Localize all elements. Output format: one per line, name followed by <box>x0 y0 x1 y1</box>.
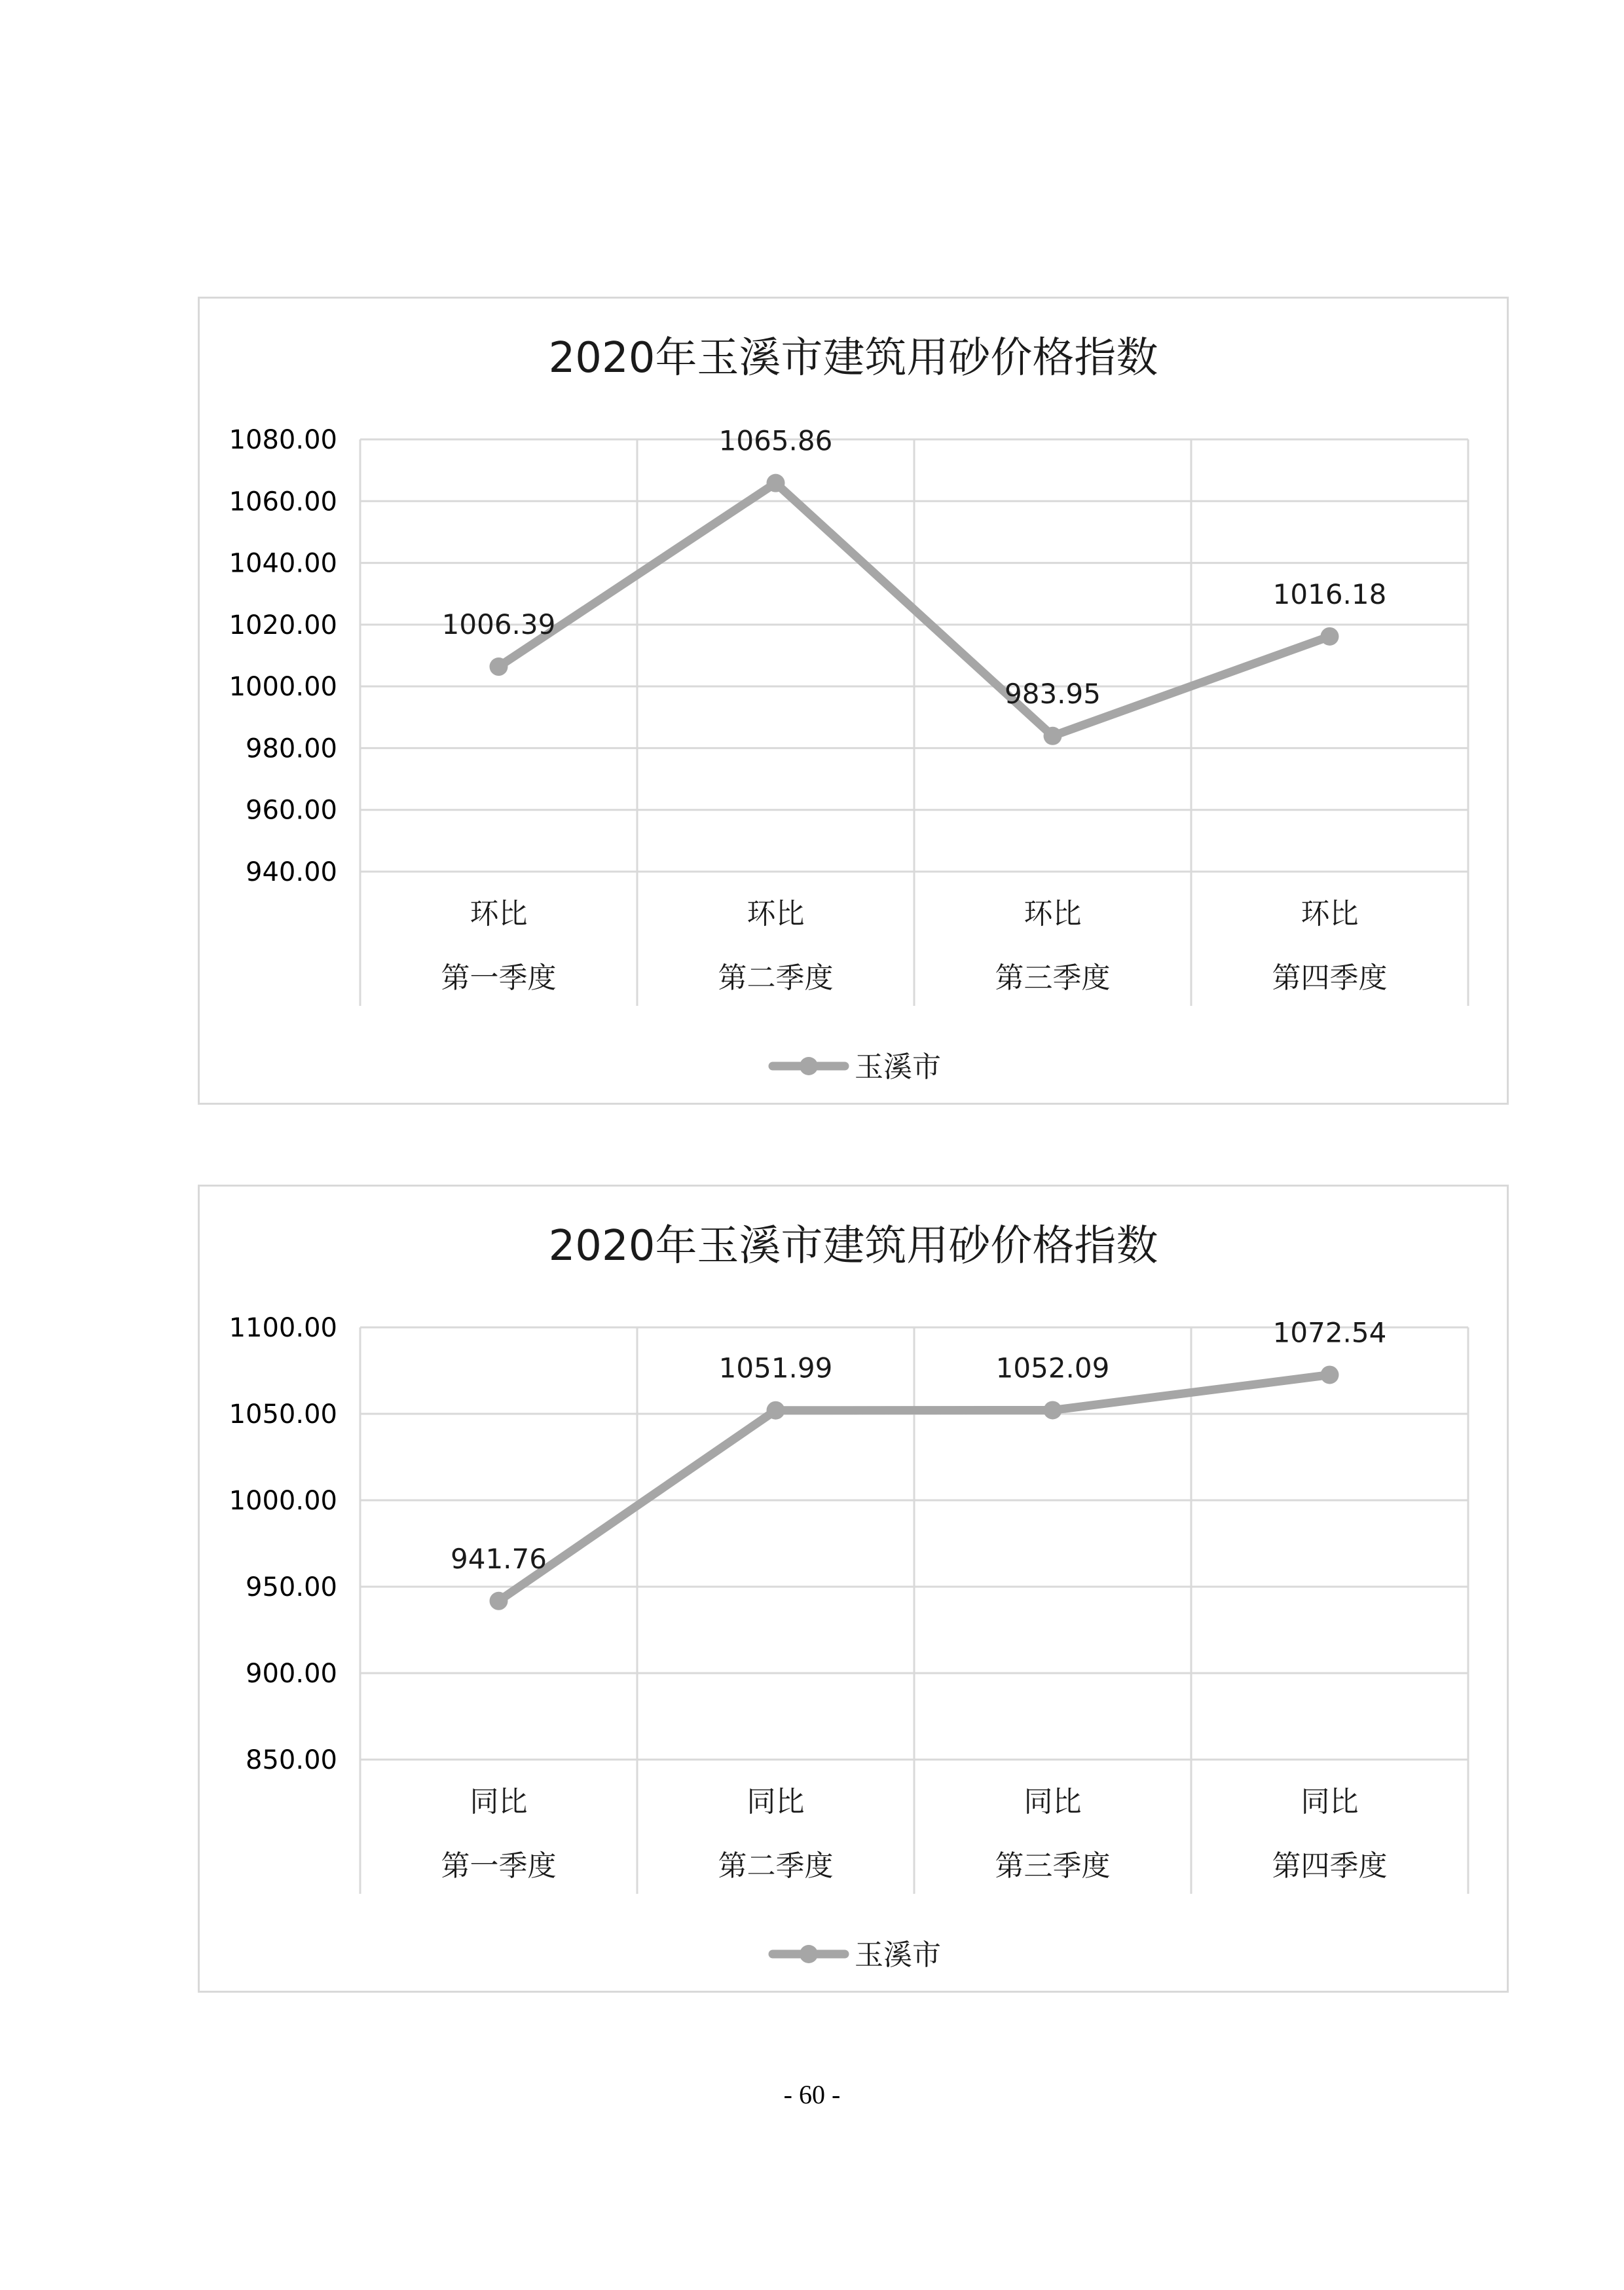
x-tick-label: 第四季度 <box>1272 961 1388 995</box>
x-tick-label: 同比 <box>1024 1785 1082 1819</box>
x-tick-label: 第四季度 <box>1272 1849 1388 1883</box>
y-tick-label: 850.00 <box>246 1745 337 1775</box>
data-label: 1052.09 <box>995 1352 1110 1384</box>
x-tick-label: 第二季度 <box>718 1849 834 1883</box>
x-tick-label: 第一季度 <box>441 1849 557 1883</box>
data-label: 1006.39 <box>441 608 556 641</box>
y-tick-label: 1060.00 <box>229 487 337 517</box>
y-tick-label: 980.00 <box>246 733 337 764</box>
x-tick-label: 环比 <box>1301 897 1359 931</box>
x-tick-label: 同比 <box>747 1785 805 1819</box>
y-tick-label: 1000.00 <box>229 1486 337 1516</box>
data-point <box>490 657 508 676</box>
legend-point-marker <box>800 1945 818 1963</box>
x-tick-label: 环比 <box>470 897 528 931</box>
y-tick-label: 1050.00 <box>229 1399 337 1430</box>
chart-title: 2020年玉溪市建筑用砂价格指数 <box>548 334 1158 382</box>
data-label: 1072.54 <box>1272 1316 1387 1349</box>
x-tick-label: 环比 <box>1024 897 1082 931</box>
x-tick-label: 环比 <box>747 897 805 931</box>
y-tick-label: 1100.00 <box>229 1313 337 1343</box>
data-label: 941.76 <box>451 1542 547 1575</box>
chart-panel-yoy <box>198 1185 1509 1993</box>
x-tick-label: 第三季度 <box>995 1849 1111 1883</box>
chart-title: 2020年玉溪市建筑用砂价格指数 <box>548 1222 1158 1270</box>
x-tick-label: 第一季度 <box>441 961 557 995</box>
y-tick-label: 960.00 <box>246 795 337 826</box>
y-tick-label: 1000.00 <box>229 672 337 703</box>
y-tick-label: 940.00 <box>246 857 337 887</box>
legend-point-marker <box>800 1057 818 1075</box>
x-tick-label: 同比 <box>1301 1785 1359 1819</box>
data-point <box>1321 1365 1339 1384</box>
legend-label: 玉溪市 <box>855 1938 941 1972</box>
data-label: 1016.18 <box>1272 578 1387 610</box>
y-tick-label: 900.00 <box>246 1659 337 1689</box>
x-tick-label: 同比 <box>470 1785 528 1819</box>
data-label: 983.95 <box>1005 677 1101 710</box>
chart-panel-qoq <box>198 297 1509 1105</box>
y-tick-label: 1040.00 <box>229 548 337 579</box>
y-tick-label: 1020.00 <box>229 610 337 640</box>
x-tick-label: 第二季度 <box>718 961 834 995</box>
x-tick-label: 第三季度 <box>995 961 1111 995</box>
y-tick-label: 950.00 <box>246 1572 337 1602</box>
y-tick-label: 1080.00 <box>229 425 337 455</box>
chart-svg-qoq <box>200 299 1507 1103</box>
data-point <box>1044 1401 1062 1419</box>
data-label: 1065.86 <box>718 424 833 457</box>
data-point <box>767 474 785 492</box>
data-label: 1051.99 <box>718 1352 833 1384</box>
legend-label: 玉溪市 <box>855 1050 941 1084</box>
data-point <box>490 1592 508 1610</box>
data-point <box>1044 727 1062 745</box>
page-number: - 60 - <box>783 2080 841 2109</box>
data-point <box>1321 627 1339 646</box>
data-point <box>767 1401 785 1420</box>
chart-svg-yoy <box>200 1187 1507 1991</box>
